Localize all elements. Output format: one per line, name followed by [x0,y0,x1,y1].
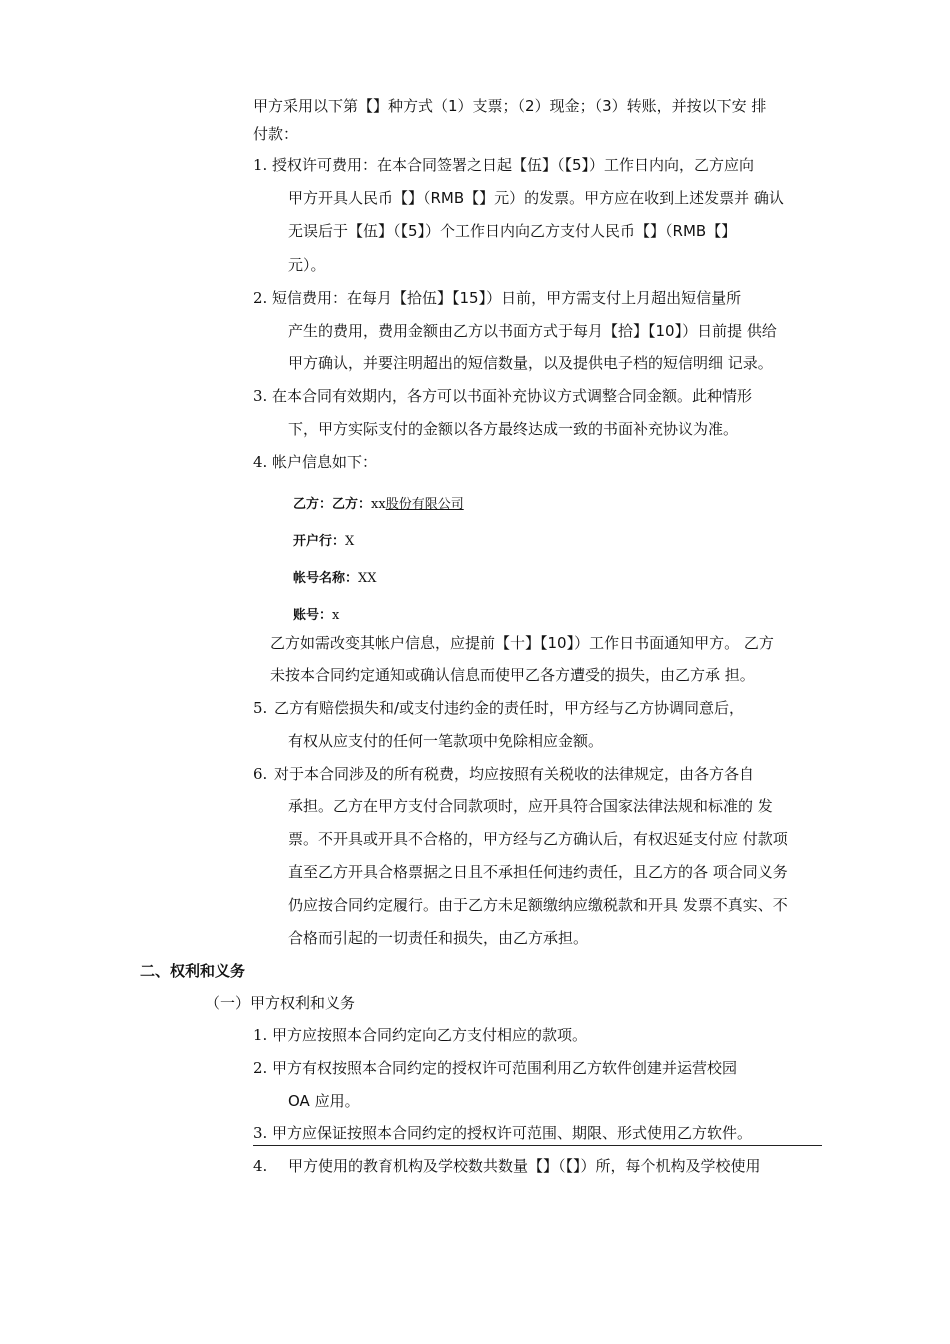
item2-line-1: 短信费用：在每月【拾伍】【15】）日前，甲方需支付上月超出短信量所 [272,289,742,307]
item2-line-2: 产生的费用，费用金额由乙方以书面方式于每月【拾】【10】）日前提 供给 [288,322,777,340]
account-party-row [293,495,464,515]
item6-line-5: 仍应按合同约定履行。由于乙方未足额缴纳应缴税款和开具 发票不真实、不 [288,896,788,914]
item-number: 4. [253,1157,268,1175]
item-number: 3. [253,387,268,405]
right-item-3: 甲方应保证按照本合同约定的授权许可范围、期限、形式使用乙方软件。 [272,1124,753,1142]
account-name-row [293,569,377,589]
account-name-value: XX [358,571,377,586]
item3-line-1: 在本合同有效期内，各方可以书面补充协议方式调整合同金额。此种情形 [272,387,753,405]
intro-line-2: 付款： [253,125,299,143]
right-item-4: 甲方使用的教育机构及学校数共数量【】（【】）所，每个机构及学校使用 [288,1157,761,1175]
item-number: 2. [253,289,268,307]
item6-line-6: 合格而引起的一切责任和损失，由乙方承担。 [288,929,589,947]
account-number-value: x [332,608,340,623]
item1-line-3: 无误后于【伍】（【5】）个工作日内向乙方支付人民币【】（RMB【】 [288,222,737,240]
section-heading: 二、权利和义务 [140,962,246,980]
item5-line-1: 乙方有赔偿损失和/或支付违约金的责任时，甲方经与乙方协调同意后， [274,699,745,717]
account-name-label: 帐号名称： [293,571,359,586]
right-item-2-line-1: 甲方有权按照本合同约定的授权许可范围利用乙方软件创建并运营校园 [272,1059,738,1077]
divider-line [253,1145,822,1146]
notice-line-2: 未按本合同约定通知或确认信息而使甲乙各方遭受的损失，由乙方承 担。 [270,666,755,684]
item6-line-1: 对于本合同涉及的所有税费，均应按照有关税收的法律规定，由各方各自 [274,765,755,783]
right-item-1: 甲方应按照本合同约定向乙方支付相应的款项。 [272,1026,588,1044]
intro-line-1: 甲方采用以下第【】种方式（1）支票；（2）现金；（3）转账，并按以下安 排 [253,97,767,115]
item4-line-1: 帐户信息如下： [272,453,378,471]
subsection-heading: （一）甲方权利和义务 [205,994,356,1012]
item2-line-3: 甲方确认，并要注明超出的短信数量，以及提供电子档的短信明细 记录。 [288,354,773,372]
account-number-label: 账号： [293,608,333,623]
item-number: 2. [253,1059,268,1077]
account-number-row [293,606,339,626]
item-number: 5. [253,699,268,717]
item6-line-3: 票。不开具或开具不合格的，甲方经与乙方确认后，有权迟延支付应 付款项 [288,830,788,848]
item1-line-2: 甲方开具人民币【】（RMB【】元）的发票。甲方应在收到上述发票并 确认 [288,189,784,207]
item-number: 3. [253,1124,268,1142]
account-party-prefix: xx [371,497,386,512]
account-party-label: 乙方：乙方： [293,497,372,512]
item-number: 1. [253,1026,268,1044]
item6-line-2: 承担。乙方在甲方支付合同款项时，应开具符合国家法律法规和标准的 发 [288,797,773,815]
item3-line-2: 下，甲方实际支付的金额以各方最终达成一致的书面补充协议为准。 [288,420,739,438]
account-party-name: 股份有限公司 [385,497,464,512]
item-number: 1. [253,156,268,174]
item1-line-4: 元）。 [288,256,326,274]
item1-line-1: 授权许可费用：在本合同签署之日起【伍】（【5】）工作日内向，乙方应向 [272,156,755,174]
item-number: 4. [253,453,268,471]
item5-line-2: 有权从应支付的任何一笔款项中免除相应金额。 [288,732,604,750]
item-number: 6. [253,765,268,783]
account-bank-row [293,532,354,552]
notice-line-1: 乙方如需改变其帐户信息，应提前【十】【10】）工作日书面通知甲方。 乙方 [270,634,774,652]
item6-line-4: 直至乙方开具合格票据之日且不承担任何违约责任，且乙方的各 项合同义务 [288,863,788,881]
account-bank-value: X [345,534,355,549]
account-bank-label: 开户行： [293,534,346,549]
right-item-2-line-2: OA 应用。 [288,1092,360,1110]
